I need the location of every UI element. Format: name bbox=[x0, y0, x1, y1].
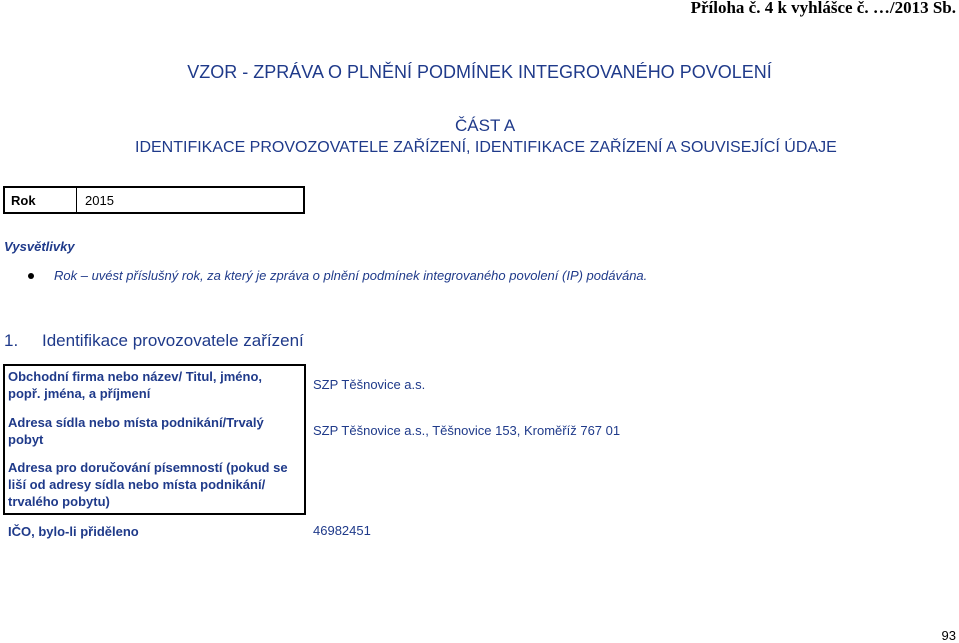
explanation-text: Rok – uvést příslušný rok, za který je zpráva o plnění podmínek integrovaného povolení (IP) podávána. bbox=[54, 268, 648, 283]
section-number: 1. bbox=[4, 331, 19, 350]
annex-reference: Příloha č. 4 k vyhlášce č. …/2013 Sb. bbox=[690, 0, 956, 17]
year-value[interactable]: 2015 bbox=[85, 193, 114, 208]
part-subtitle: IDENTIFIKACE PROVOZOVATELE ZAŘÍZENÍ, IDENTIFIKACE ZAŘÍZENÍ A SOUVISEJÍCÍ ÚDAJE bbox=[135, 139, 837, 156]
row-value-company[interactable]: SZP Těšnovice a.s. bbox=[313, 377, 426, 392]
row-label-delivery-address: Adresa pro doručování písemností (pokud se liší od adresy sídla nebo místa podnikání/ trvalého pobytu) bbox=[8, 460, 288, 509]
row-value-address[interactable]: SZP Těšnovice a.s., Těšnovice 153, Kroměříž 767 01 bbox=[313, 423, 621, 438]
bullet-icon bbox=[28, 273, 34, 279]
row-label-company: Obchodní firma nebo název/ Titul, jméno, popř. jména, a příjmení bbox=[8, 369, 263, 401]
part-heading: ČÁST A bbox=[455, 116, 516, 135]
explanations-heading: Vysvětlivky bbox=[4, 239, 75, 254]
section-heading bbox=[4, 331, 304, 351]
row-value-ico[interactable]: 46982451 bbox=[313, 523, 371, 538]
section-title: Identifikace provozovatele zařízení bbox=[42, 331, 304, 350]
page-number: 93 bbox=[941, 628, 956, 643]
document-title: VZOR - ZPRÁVA O PLNĚNÍ PODMÍNEK INTEGROVANÉHO POVOLENÍ bbox=[187, 62, 772, 82]
row-label-address: Adresa sídla nebo místa podnikání/Trvalý pobyt bbox=[8, 415, 264, 447]
year-label: Rok bbox=[5, 188, 77, 212]
row-label-ico: IČO, bylo-li přiděleno bbox=[8, 524, 139, 539]
year-field bbox=[3, 186, 305, 214]
